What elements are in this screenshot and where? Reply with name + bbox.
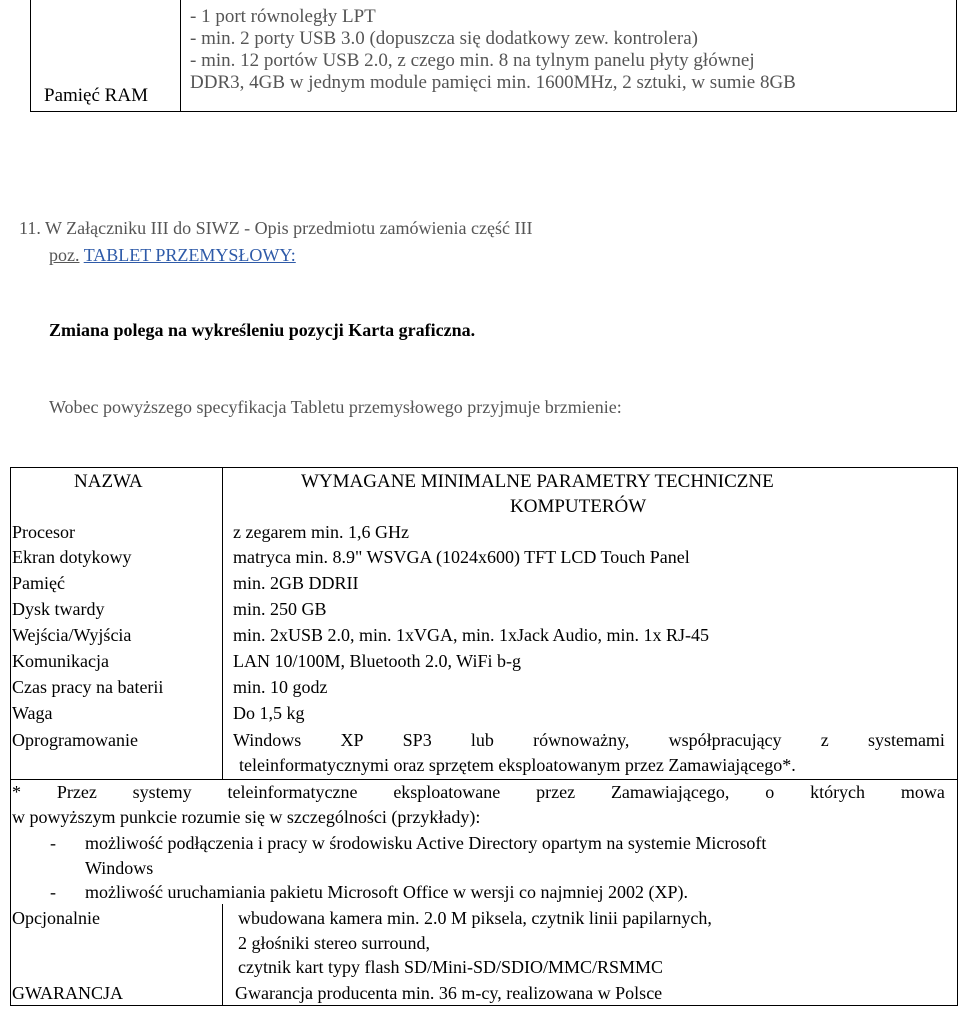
- table-border: [10, 467, 958, 468]
- bullet-dash: -: [50, 833, 56, 853]
- footnote-word: których: [810, 782, 866, 802]
- software-word: Windows: [233, 730, 302, 750]
- row-name: Ekran dotykowy: [12, 547, 132, 567]
- table-border: [10, 467, 11, 1006]
- software-line-cont: teleinformatycznymi oraz sprzętem eksploatowanym przez Zamawiającego*.: [239, 755, 796, 775]
- bullet-dash: -: [50, 882, 56, 902]
- row-name: Procesor: [12, 522, 75, 542]
- bullet-text: możliwość podłączenia i pracy w środowisku Active Directory opartym na systemie Microsoft: [85, 833, 767, 853]
- footnote-word: Zamawiającego,: [610, 782, 730, 802]
- row-value: min. 10 godz: [233, 677, 328, 697]
- poz-link[interactable]: TABLET PRZEMYSŁOWY:: [83, 245, 296, 265]
- row-name: Czas pracy na baterii: [12, 677, 164, 697]
- footnote-word: mowa: [900, 782, 945, 802]
- footnote-word: przez: [536, 782, 576, 802]
- intro-text: Wobec powyższego specyfikacja Tabletu przemysłowego przyjmuje brzmienie:: [49, 397, 622, 417]
- optional-name: Opcjonalnie: [12, 908, 100, 928]
- footnote-word: teleinformatyczne: [227, 782, 358, 802]
- optional-line: 2 głośniki stereo surround,: [238, 933, 430, 953]
- row-value: matryca min. 8.9" WSVGA (1024x600) TFT LCD Touch Panel: [233, 547, 690, 567]
- warranty-name: GWARANCJA: [12, 983, 124, 1003]
- row-name: Wejścia/Wyjścia: [12, 625, 132, 645]
- top-line: - min. 2 porty USB 3.0 (dopuszcza się dodatkowy zew. kontrolera): [190, 28, 698, 49]
- footnote-word: Przez: [56, 782, 97, 802]
- top-line: DDR3, 4GB w jednym module pamięci min. 1600MHz, 2 sztuki, w sumie 8GB: [190, 72, 796, 93]
- table-border: [957, 467, 958, 1006]
- software-word: współpracujący: [668, 730, 782, 750]
- bullet-text: możliwość uruchamiania pakietu Microsoft Office w wersji co najmniej 2002 (XP).: [85, 882, 689, 902]
- row-name: Dysk twardy: [12, 599, 105, 619]
- footnote-word: *: [12, 782, 21, 802]
- top-table-lines: [190, 6, 796, 94]
- table-border: [10, 1005, 958, 1006]
- warranty-value: Gwarancja producenta min. 36 m-cy, realizowana w Polsce: [235, 983, 663, 1003]
- footnote-word: eksploatowane: [393, 782, 501, 802]
- poz-prefix: poz.: [49, 245, 80, 265]
- optional-line: czytnik kart typy flash SD/Mini-SD/SDIO/MMC/RSMMC: [238, 957, 664, 977]
- row-value: Do 1,5 kg: [233, 703, 305, 723]
- change-note: Zmiana polega na wykreśleniu pozycji Karta graficzna.: [49, 320, 476, 340]
- header-name: NAZWA: [74, 471, 143, 492]
- software-word: SP3: [402, 730, 432, 750]
- table-border: [10, 779, 958, 780]
- software-word: z: [820, 730, 829, 750]
- ram-label: Pamięć RAM: [44, 85, 148, 106]
- row-value: LAN 10/100M, Bluetooth 2.0, WiFi b-g: [233, 651, 521, 671]
- row-value: min. 2GB DDRII: [233, 573, 359, 593]
- top-line: - 1 port równoległy LPT: [190, 6, 376, 27]
- row-name: Pamięć: [12, 573, 65, 593]
- footnote-word: o: [765, 782, 775, 802]
- row-value: min. 250 GB: [233, 599, 327, 619]
- top-line: - min. 12 portów USB 2.0, z czego min. 8 na tylnym panelu płyty głównej: [190, 50, 755, 71]
- row-name: Komunikacja: [12, 651, 109, 671]
- footnote-line: [12, 782, 945, 803]
- software-word: równoważny,: [533, 730, 630, 750]
- column-divider: [222, 467, 223, 779]
- software-line: [233, 730, 945, 751]
- header-params-cont: KOMPUTERÓW: [510, 496, 647, 517]
- poz-line: [49, 245, 296, 266]
- software-word: lub: [470, 730, 494, 750]
- row-name: Waga: [12, 703, 53, 723]
- row-value: z zegarem min. 1,6 GHz: [233, 522, 409, 542]
- footnote-line-cont: w powyższym punkcie rozumie się w szczególności (przykłady):: [12, 807, 481, 827]
- header-params: WYMAGANE MINIMALNE PARAMETRY TECHNICZNE: [301, 471, 774, 492]
- software-word: XP: [340, 730, 364, 750]
- software-word: systemami: [867, 730, 945, 750]
- row-value: min. 2xUSB 2.0, min. 1xVGA, min. 1xJack Audio, min. 1x RJ-45: [233, 625, 710, 645]
- bullet-text-cont: Windows: [85, 858, 154, 878]
- software-name: Oprogramowanie: [12, 730, 138, 750]
- footnote-word: systemy: [132, 782, 192, 802]
- section-heading: 11. W Załączniku III do SIWZ - Opis przedmiotu zamówienia część III: [19, 218, 533, 238]
- optional-line: wbudowana kamera min. 2.0 M piksela, czytnik linii papilarnych,: [238, 908, 712, 928]
- column-divider: [222, 904, 223, 1005]
